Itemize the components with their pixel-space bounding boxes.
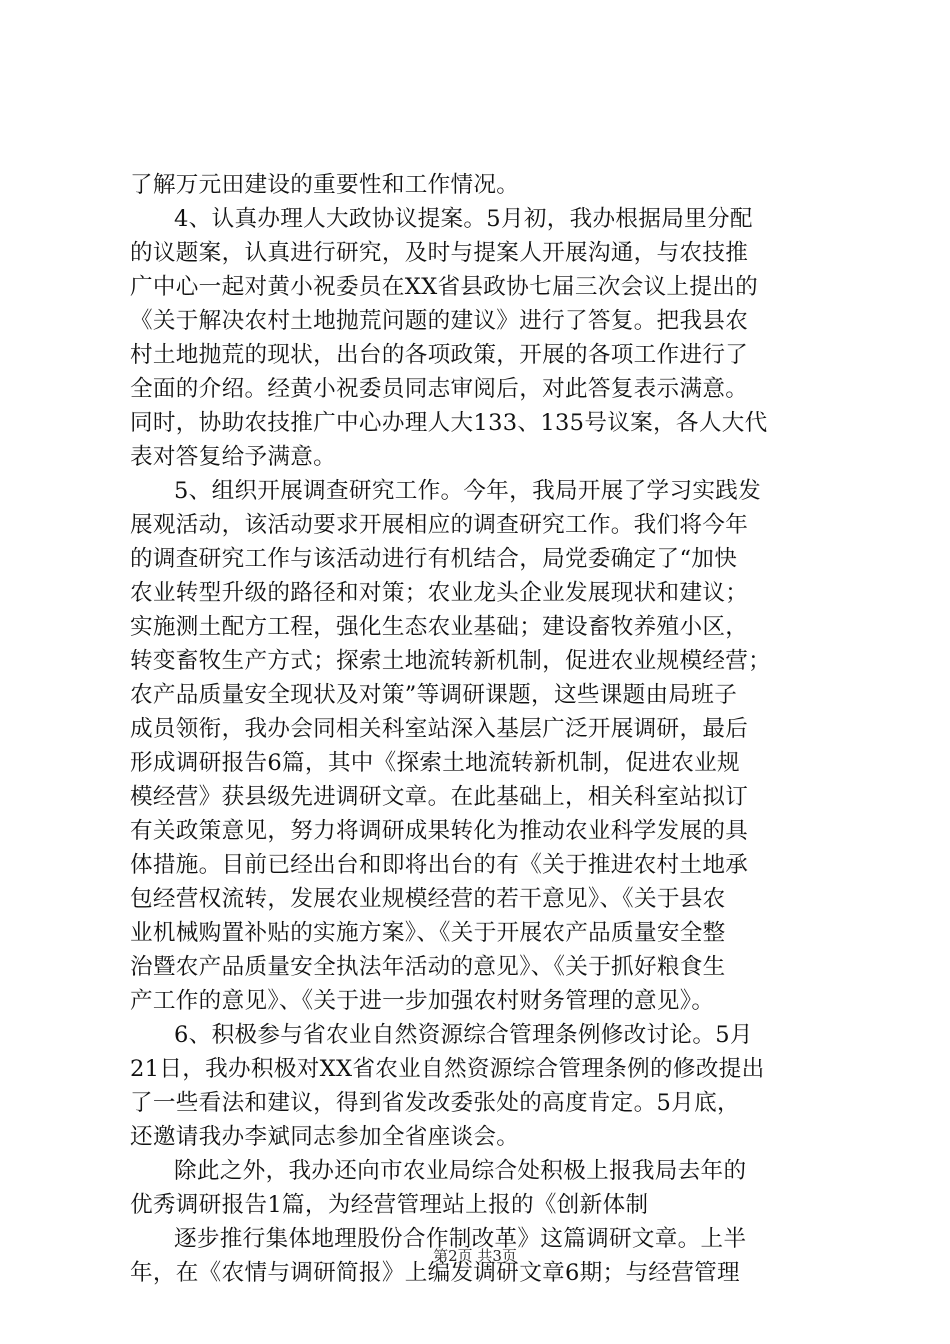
text-line: 全面的介绍。经黄小祝委员同志审阅后，对此答复表示满意。	[130, 376, 749, 402]
text-line: 治暨农产品质量安全执法年活动的意见》、《关于抓好粮食生	[130, 954, 726, 980]
text-line: 有关政策意见，努力将调研成果转化为推动农业科学发展的具	[130, 818, 749, 844]
text-line: 的调查研究工作与该活动进行有机结合，局党委确定了“加快	[130, 546, 738, 572]
text-line: 体措施。目前已经出台和即将出台的有《关于推进农村土地承	[130, 852, 749, 878]
text-line: 农业转型升级的路径和对策；农业龙头企业发展现状和建议；	[130, 580, 749, 606]
text-line: 《关于解决农村土地抛荒问题的建议》进行了答复。把我县农	[130, 308, 749, 334]
text-line: 模经营》获县级先进调研文章。在此基础上，相关科室站拟订	[130, 784, 749, 810]
text-line: 展观活动，该活动要求开展相应的调查研究工作。我们将今年	[130, 512, 749, 538]
text-line: 的议题案，认真进行研究，及时与提案人开展沟通，与农技推	[130, 240, 749, 266]
text-line: 表对答复给予满意。	[130, 444, 337, 470]
text-line: 业机械购置补贴的实施方案》、《关于开展农产品质量安全整	[130, 920, 726, 946]
text-line: 了解万元田建设的重要性和工作情况。	[130, 172, 520, 198]
text-line: 还邀请我办李斌同志参加全省座谈会。	[130, 1124, 520, 1150]
text-line: 产工作的意见》、《关于进一步加强农村财务管理的意见》。	[130, 988, 715, 1014]
text-line: 同时，协助农技推广中心办理人大133、135号议案，各人大代	[130, 410, 768, 436]
document-body	[130, 168, 830, 1290]
text-line: 优秀调研报告1篇，为经营管理站上报的《创新体制	[130, 1192, 649, 1218]
text-line: 年，在《农情与调研简报》上编发调研文章6期；与经营管理	[130, 1260, 740, 1286]
text-line: 广中心一起对黄小祝委员在XX省县政协七届三次会议上提出的	[130, 274, 759, 300]
text-line: 转变畜牧生产方式；探索土地流转新机制，促进农业规模经营；	[130, 648, 772, 674]
text-line: 21日，我办积极对XX省农业自然资源综合管理条例的修改提出	[130, 1056, 765, 1082]
text-line: 6、积极参与省农业自然资源综合管理条例修改讨论。5月	[174, 1022, 753, 1048]
page-footer: 第2页 共3页	[433, 1247, 517, 1265]
text-line: 了一些看法和建议，得到省发改委张处的高度肯定。5月底，	[130, 1090, 740, 1116]
text-line: 5、组织开展调查研究工作。今年，我局开展了学习实践发	[174, 478, 762, 504]
text-line: 成员领衔，我办会同相关科室站深入基层广泛开展调研，最后	[130, 716, 749, 742]
text-line: 4、认真办理人大政协议提案。5月初，我办根据局里分配	[174, 206, 753, 232]
text-line: 逐步推行集体地理股份合作制改革》这篇调研文章。上半	[174, 1226, 747, 1252]
text-line: 形成调研报告6篇，其中《探索土地流转新机制，促进农业规	[130, 750, 740, 776]
text-line: 村土地抛荒的现状，出台的各项政策，开展的各项工作进行了	[130, 342, 749, 368]
text-line: 除此之外，我办还向市农业局综合处积极上报我局去年的	[174, 1158, 747, 1184]
text-line: 实施测土配方工程，强化生态农业基础；建设畜牧养殖小区，	[130, 614, 749, 640]
text-line: 包经营权流转，发展农业规模经营的若干意见》、《关于县农	[130, 886, 726, 912]
text-line: 农产品质量安全现状及对策”等调研课题，这些课题由局班子	[130, 682, 738, 708]
